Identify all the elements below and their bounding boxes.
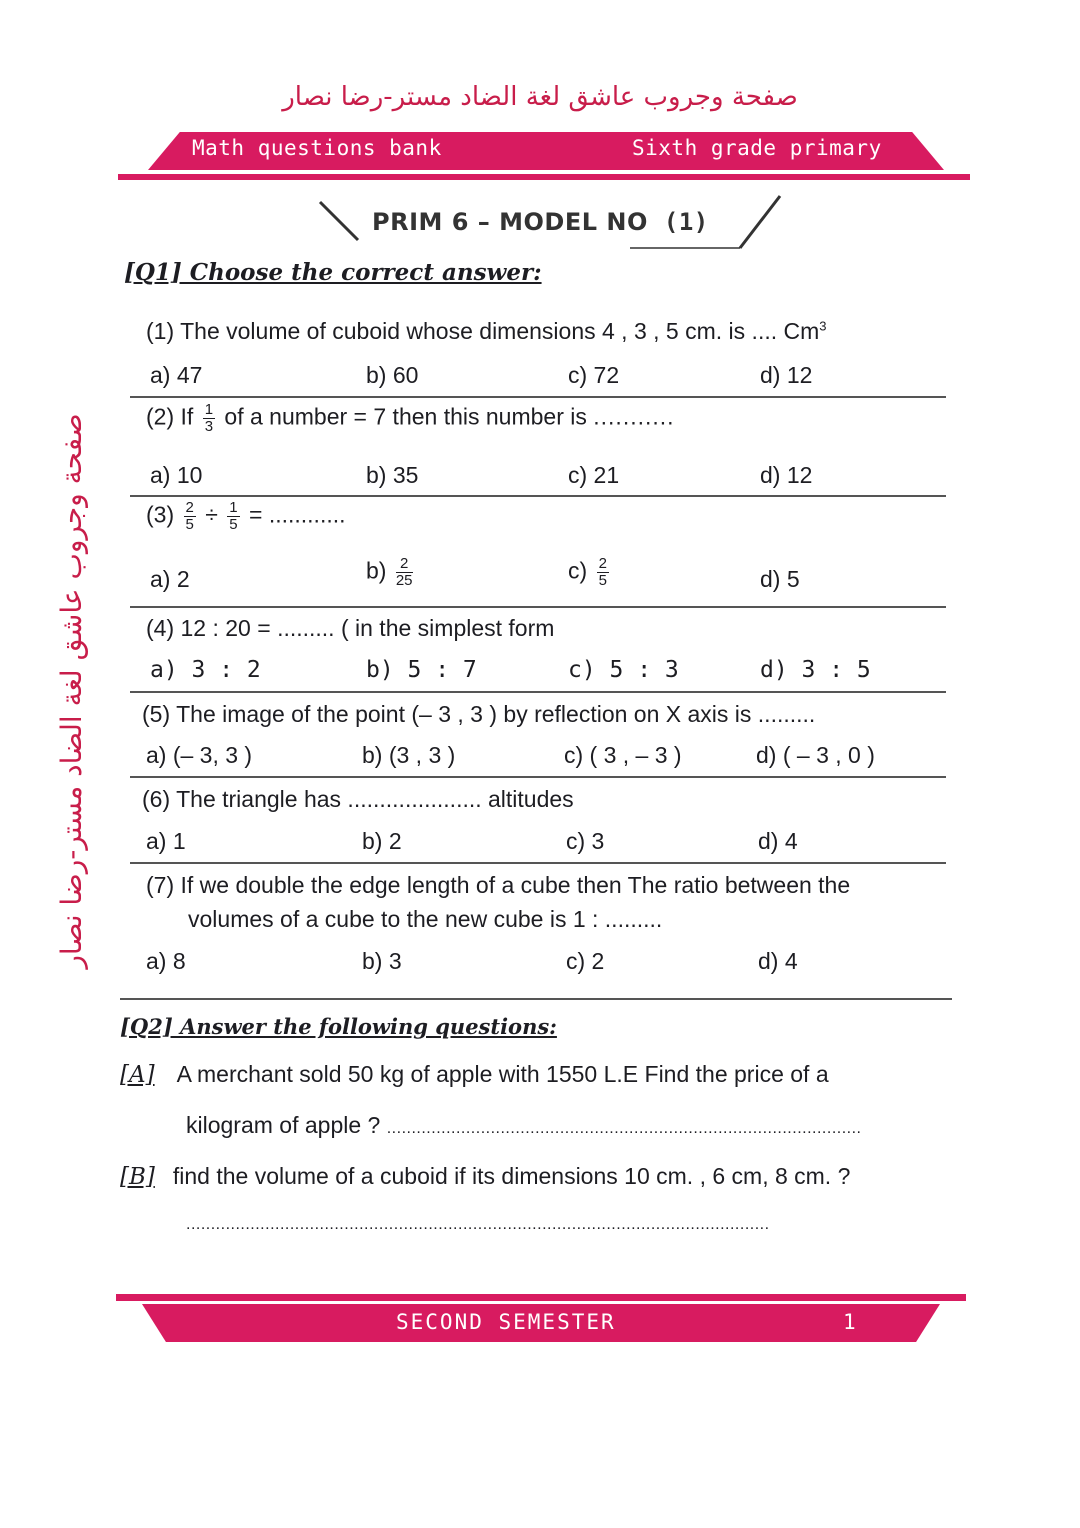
q1-option-d: d) 12 [760, 362, 813, 388]
question-7-text: If we double the edge length of a cube then The ratio between the [180, 872, 851, 898]
question-3 [146, 500, 346, 533]
divider [130, 495, 946, 497]
q1-option-c: c) 72 [568, 362, 620, 388]
side-watermark: صفحة وجروب عاشق لغة الضاد مستر-رضا نصار [55, 413, 88, 969]
q4-option-b: b) 5 : 7 [366, 657, 477, 683]
q5-option-b: b) (3 , 3 ) [362, 742, 456, 768]
question-6 [142, 786, 574, 813]
question-2 [146, 402, 675, 435]
divider [130, 776, 946, 778]
q2-part-a-line-2 [186, 1112, 861, 1139]
question-5-text: The image of the point (– 3 , 3 ) by reflection on X axis is ......... [176, 701, 816, 727]
q5-option-a: a) (– 3, 3 ) [146, 742, 253, 768]
question-3-fraction-1 [184, 500, 196, 533]
question-3-fraction-2 [227, 500, 239, 533]
q6-option-b: b) 2 [362, 828, 402, 854]
fraction-numerator: 2 [396, 556, 413, 573]
q2-part-a-label: [A] [120, 1062, 155, 1088]
header-left-label: Math questions bank [192, 136, 442, 160]
q2-part-a-text: A merchant sold 50 kg of apple with 1550 L.E Find the price of a [176, 1061, 829, 1087]
q2-part-a [120, 1061, 829, 1088]
q5-option-c: c) ( 3 , – 3 ) [564, 742, 682, 768]
question-7 [146, 872, 850, 899]
question-2-text: of a number = 7 then this number is [224, 403, 587, 430]
q3-option-c [568, 556, 612, 589]
footer-rule [116, 1294, 966, 1301]
divider [130, 691, 946, 693]
fraction-denominator: 25 [395, 572, 413, 589]
q6-option-c: c) 3 [566, 828, 605, 854]
q2-option-d: d) 12 [760, 462, 813, 488]
question-4 [146, 615, 554, 642]
question-6-text: The triangle has ..................... altitudes [176, 786, 574, 812]
q3-option-b-fraction [396, 556, 413, 589]
footer-semester: SECOND SEMESTER [396, 1310, 616, 1334]
q7-option-d: d) 4 [758, 948, 798, 974]
question-6-number: (6) [142, 786, 171, 812]
q2-option-b: b) 35 [366, 462, 419, 488]
q1-option-a: a) 47 [150, 362, 203, 388]
q2-option-c: c) 21 [568, 462, 620, 488]
question-7-text-line-2: volumes of a cube to the new cube is 1 : ......... [188, 906, 663, 932]
question-2-fraction [203, 402, 215, 435]
divider [130, 862, 946, 864]
fraction-denominator: 5 [185, 516, 194, 533]
q2-part-b-answer-blank: ...................................................................................................................... [186, 1216, 770, 1233]
question-2-number: (2) [146, 403, 175, 430]
q4-option-c: c) 5 : 3 [568, 657, 679, 683]
q2-part-a-answer-blank: ................................................................................................ [386, 1120, 862, 1137]
fraction-denominator: 5 [598, 572, 607, 589]
fraction-numerator: 2 [598, 555, 607, 572]
question-7-number: (7) [146, 872, 175, 898]
q3-option-d: d) 5 [760, 566, 800, 592]
header-rule [118, 174, 970, 180]
q4-option-a: a) 3 : 2 [150, 657, 261, 683]
divider [120, 998, 952, 1000]
fraction-denominator: 5 [229, 516, 238, 533]
divider [130, 396, 946, 398]
divider [130, 606, 946, 608]
header-right-label: Sixth grade primary [632, 136, 882, 160]
q7-option-a: a) 8 [146, 948, 186, 974]
fraction-numerator: 1 [204, 401, 214, 418]
q6-option-d: d) 4 [758, 828, 798, 854]
question-5-number: (5) [142, 701, 171, 727]
q3-option-b-label: b) [366, 557, 387, 584]
q3-option-c-fraction [597, 556, 609, 589]
model-title-text: PRIM 6 – MODEL NO [372, 208, 648, 236]
model-number: (1) [663, 208, 709, 236]
q2-heading: [Q2] Answer the following questions: [120, 1014, 557, 1039]
q7-option-c: c) 2 [566, 948, 605, 974]
q7-option-b: b) 3 [362, 948, 402, 974]
q1-heading: [Q1] Choose the correct answer: [124, 259, 542, 286]
question-4-number: (4) [146, 615, 175, 641]
q4-option-d: d) 3 : 5 [760, 657, 871, 683]
question-2-prefix: If [180, 403, 194, 430]
question-1-text: The volume of cuboid whose dimensions 4 , 3 , 5 cm. is .... Cm [180, 318, 820, 344]
q3-option-b [366, 556, 416, 589]
fraction-numerator: 1 [229, 499, 238, 516]
division-operator: ÷ [205, 501, 218, 528]
q2-option-a: a) 10 [150, 462, 203, 488]
fraction-denominator: 3 [204, 418, 214, 435]
top-watermark: صفحة وجروب عاشق لغة الضاد مستر-رضا نصار [282, 82, 798, 112]
question-1-number: (1) [146, 318, 175, 344]
q2-part-a-text-2: kilogram of apple ? [186, 1112, 381, 1138]
model-title [372, 208, 709, 236]
question-1 [146, 318, 827, 345]
q2-part-b-label: [B] [120, 1164, 155, 1190]
question-2-blank: ........... [593, 403, 675, 430]
question-1-unit-exponent: 3 [819, 318, 827, 334]
q6-option-a: a) 1 [146, 828, 186, 854]
q1-option-b: b) 60 [366, 362, 419, 388]
q2-part-b [120, 1163, 850, 1190]
fraction-numerator: 2 [185, 499, 194, 516]
q3-option-c-label: c) [568, 557, 588, 584]
question-3-number: (3) [146, 501, 175, 528]
question-5 [142, 701, 815, 728]
question-4-text: 12 : 20 = ......... ( in the simplest form [180, 615, 555, 641]
q5-option-d: d) ( – 3 , 0 ) [756, 742, 875, 768]
q3-option-a: a) 2 [150, 566, 190, 592]
q2-part-b-text: find the volume of a cuboid if its dimensions 10 cm. , 6 cm, 8 cm. ? [172, 1163, 851, 1189]
page-number: 1 [843, 1310, 856, 1334]
question-3-blank: = ............ [249, 501, 346, 528]
